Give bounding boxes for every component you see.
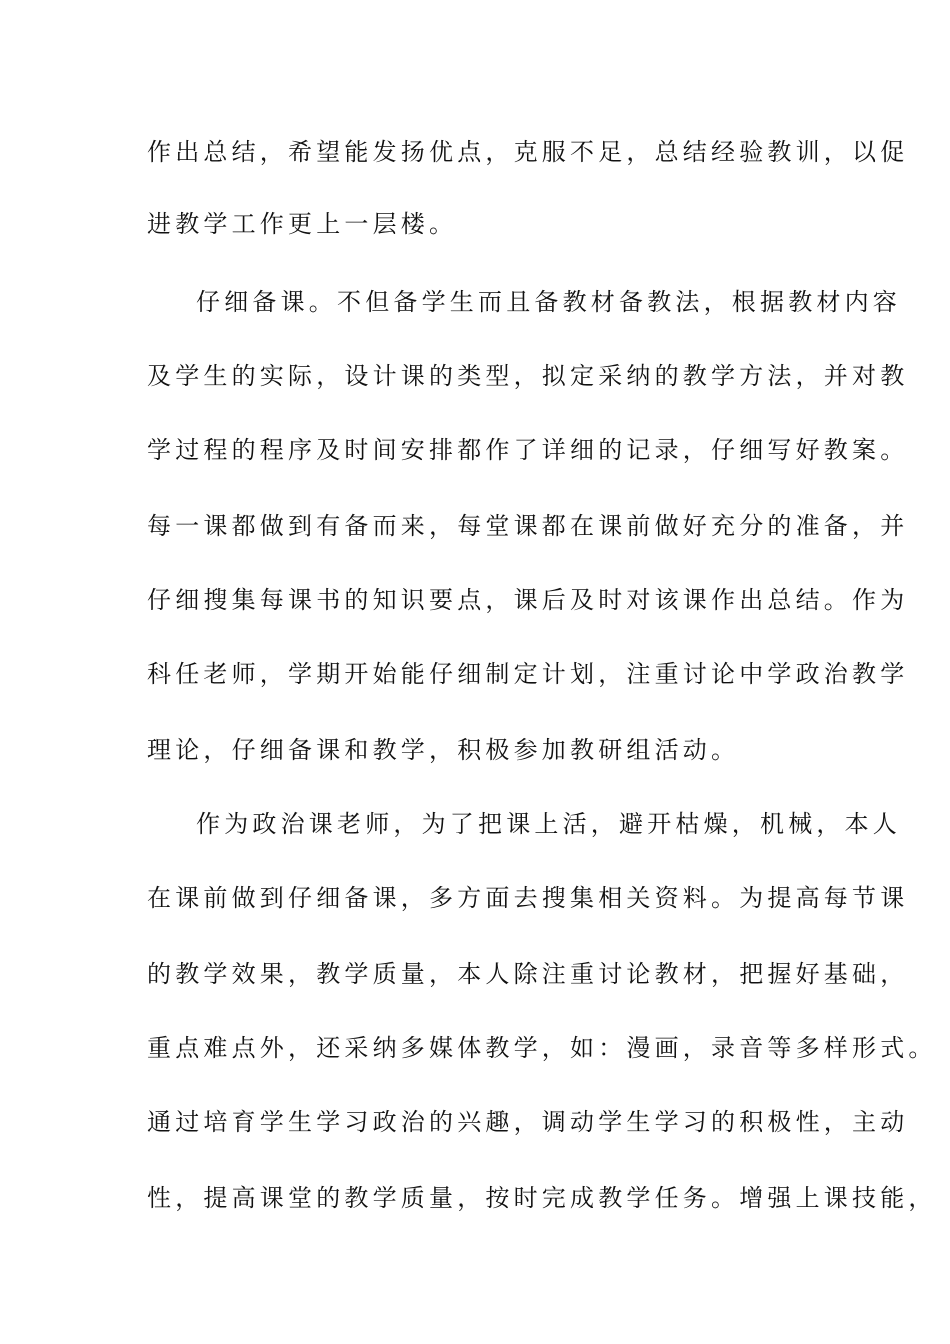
paragraph-start-line: 作为政治课老师，为了把课上活，避开枯燥，机械，本人 [196, 810, 901, 838]
text-line: 仔细搜集每课书的知识要点，课后及时对该课作出总结。作为 [147, 586, 909, 614]
text-line: 的教学效果，教学质量，本人除注重讨论教材，把握好基础， [147, 960, 909, 988]
text-line: 每一课都做到有备而来，每堂课都在课前做好充分的准备，并 [147, 512, 909, 540]
paragraph-start-line: 仔细备课。不但备学生而且备教材备教法，根据教材内容 [196, 288, 901, 316]
text-line: 在课前做到仔细备课，多方面去搜集相关资料。为提高每节课 [147, 884, 909, 912]
text-line: 作出总结，希望能发扬优点，克服不足，总结经验教训，以促 [147, 138, 909, 166]
text-line: 重点难点外，还采纳多媒体教学，如：漫画，录音等多样形式。 [147, 1034, 937, 1062]
text-line: 学过程的程序及时间安排都作了详细的记录，仔细写好教案。 [147, 436, 909, 464]
text-line: 及学生的实际，设计课的类型，拟定采纳的教学方法，并对教 [147, 362, 909, 390]
text-line: 科任老师，学期开始能仔细制定计划，注重讨论中学政治教学 [147, 660, 909, 688]
text-line: 性，提高课堂的教学质量，按时完成教学任务。增强上课技能， [147, 1184, 937, 1212]
text-line: 通过培育学生学习政治的兴趣，调动学生学习的积极性，主动 [147, 1108, 909, 1136]
text-line: 进教学工作更上一层楼。 [147, 210, 458, 238]
text-line: 理论，仔细备课和教学，积极参加教研组活动。 [147, 736, 740, 764]
